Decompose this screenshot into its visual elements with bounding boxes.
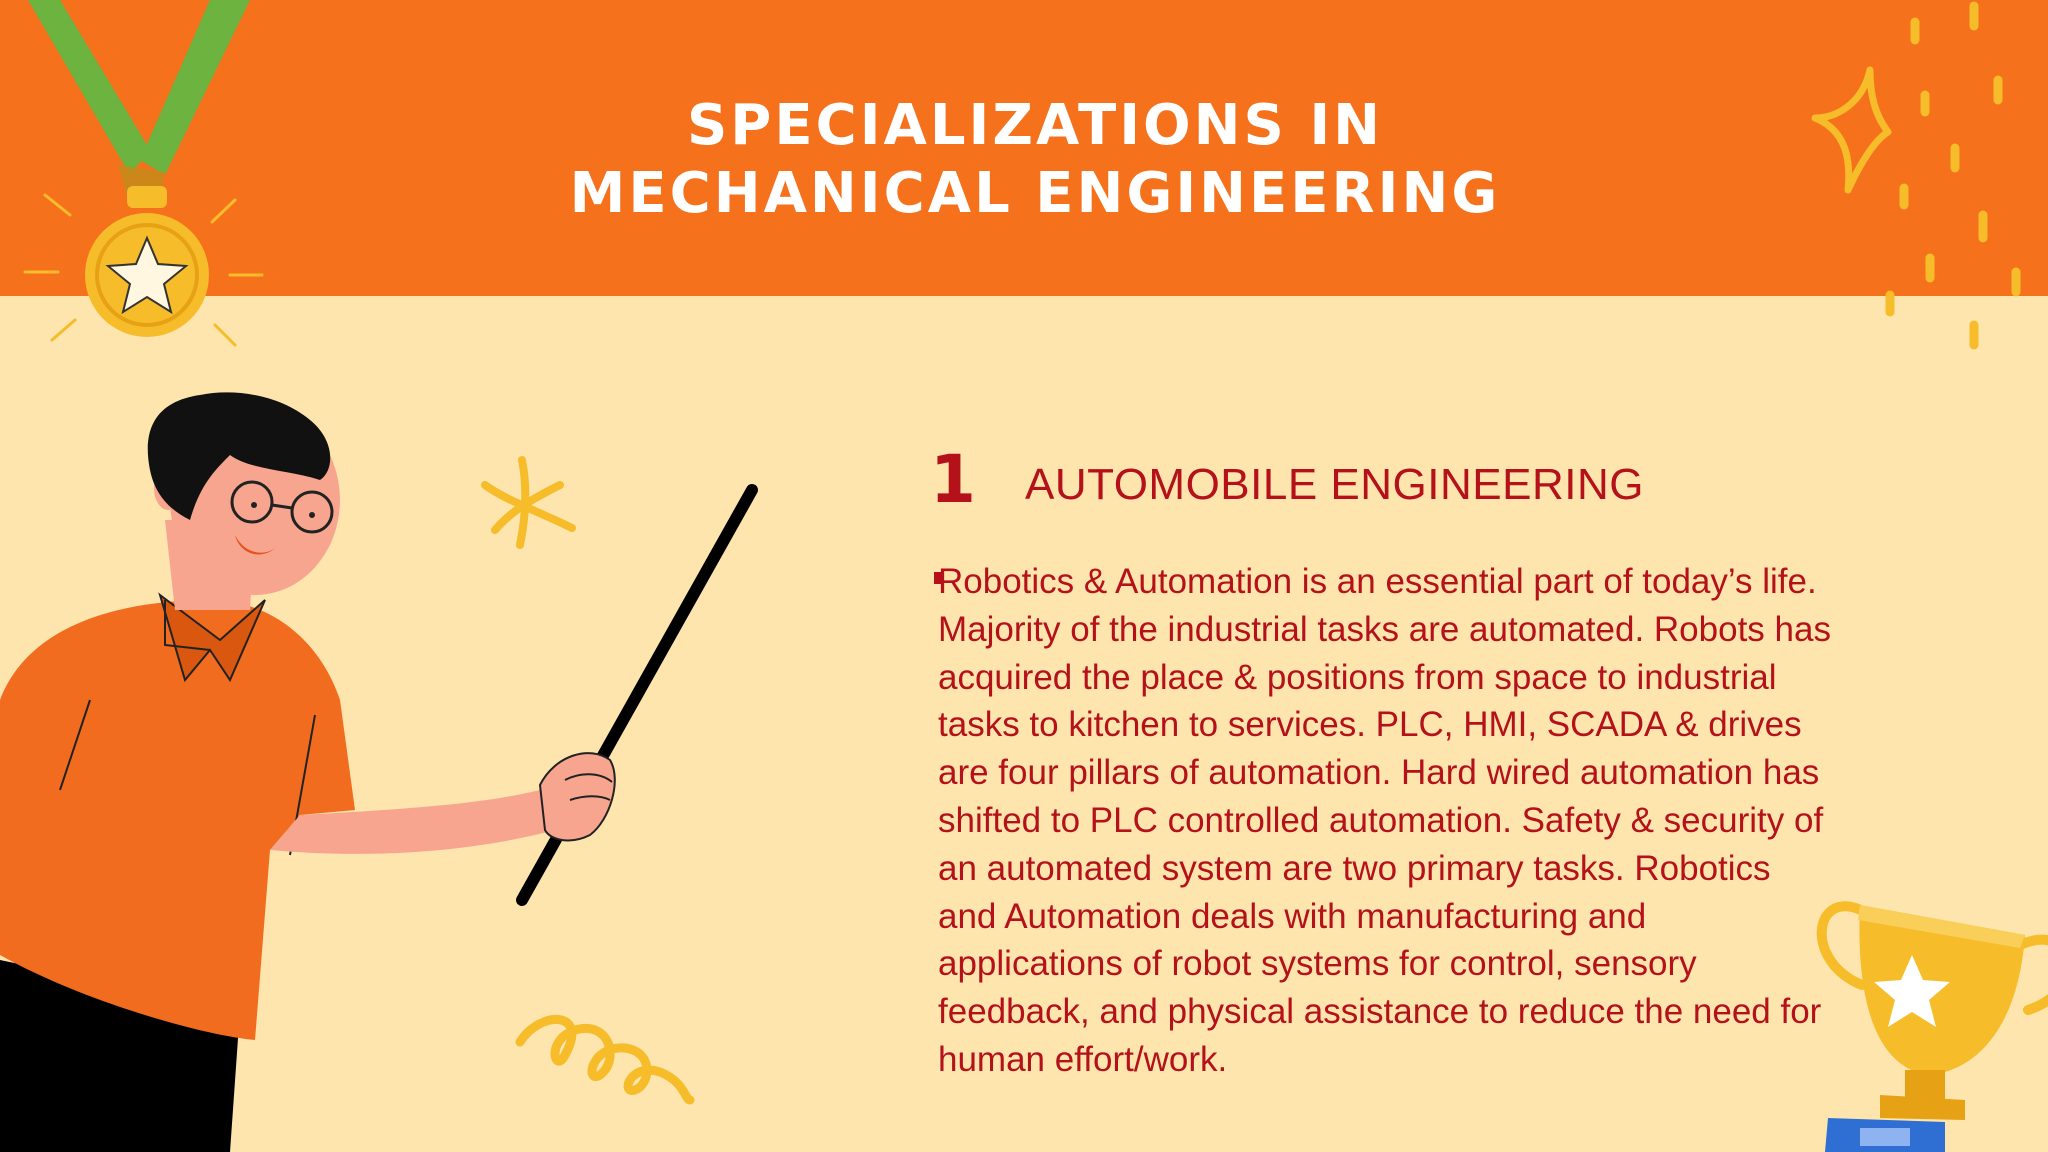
rain-dashes-icon — [1890, 6, 2016, 345]
squiggle-doodle-icon — [520, 1019, 690, 1100]
slide-title-line-2: MECHANICAL ENGINEERING — [569, 161, 1501, 226]
section-heading: AUTOMOBILE ENGINEERING — [1025, 460, 1644, 509]
medal-icon — [25, 0, 262, 345]
slide-title — [460, 92, 1610, 228]
slide-title-line-1: SPECIALIZATIONS IN — [686, 93, 1384, 158]
asterisk-doodle-icon — [485, 460, 572, 545]
section-body-paragraph: Robotics & Automation is an essential part of today’s life. Majority of the industrial tasks are automated. Robots has acquired the place & positions from space to industrial tasks to kitchen to services. PLC, HMI, SCADA & drives are four pillars of automation. Hard wired automation has shifted to PLC controlled automation. Safety & security of an automated system are two primary tasks. Robotics and Automation deals with manufacturing and applications of robot systems for control, sensory feedback, and physical assistance to reduce the need for human effort/work. — [938, 562, 1831, 1079]
sparkle-icon — [1815, 70, 1888, 190]
section-number: 1 — [930, 441, 976, 518]
teacher-with-pointer-illustration — [0, 392, 752, 1152]
trophy-icon — [1822, 905, 2048, 1152]
